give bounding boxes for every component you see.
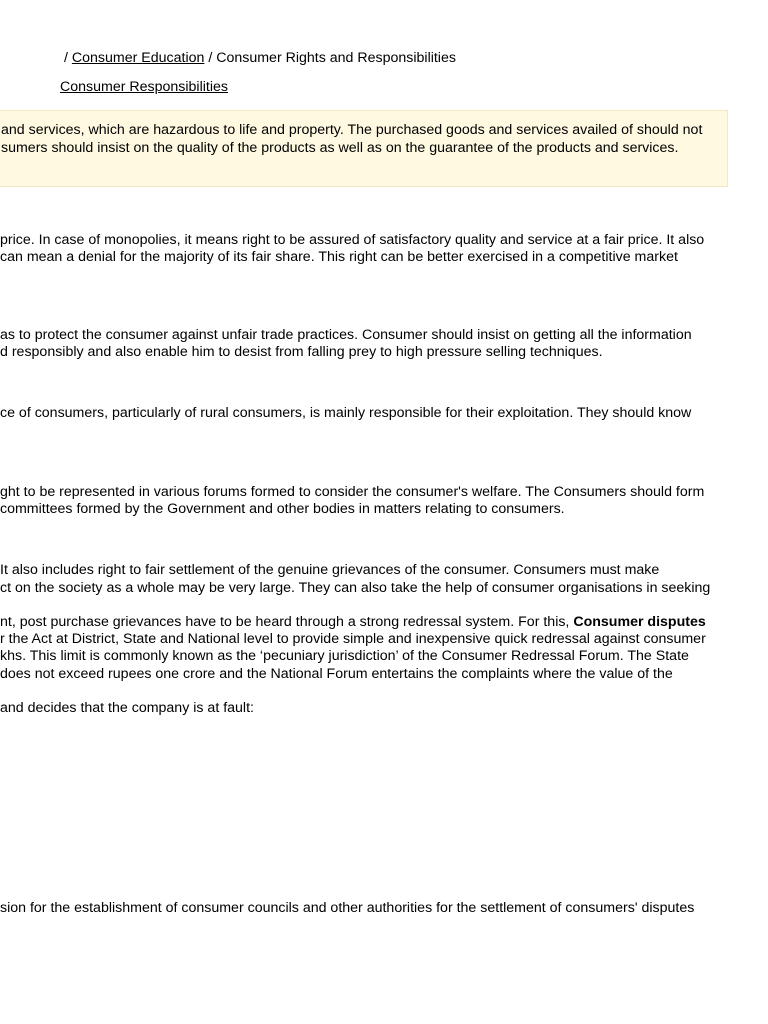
- paragraph-forums-line: khs. This limit is commonly known as the ‘pecuniary jurisdiction’ of the Consumer Redressal Forum. The State: [0, 648, 689, 664]
- paragraph-choose-line: can mean a denial for the majority of its fair share. This right can be better exercised in a competitive market: [0, 249, 678, 265]
- consumer-responsibilities-link[interactable]: Consumer Responsibilities: [60, 79, 228, 95]
- paragraph-forums-line: does not exceed rupees one crore and the National Forum entertains the complaints where the value of the: [0, 666, 673, 682]
- paragraph-heard-line: ght to be represented in various forums formed to consider the consumer's welfare. The Consumers should form: [0, 484, 705, 500]
- breadcrumb-current: Consumer Rights and Responsibilities: [216, 50, 456, 66]
- paragraph-redressal-line: It also includes right to fair settlement of the genuine grievances of the consumer. Consumers must make: [0, 562, 660, 578]
- paragraph-forums-line: r the Act at District, State and National level to provide simple and inexpensive quick redressal against consumer: [0, 631, 706, 647]
- paragraph-councils-line: sion for the establishment of consumer councils and other authorities for the settlement of consumers' disputes: [0, 900, 695, 916]
- callout-text-line: and services, which are hazardous to life and property. The purchased goods and services availed of should not: [1, 122, 703, 138]
- paragraph-heard-line: committees formed by the Government and other bodies in matters relating to consumers.: [0, 501, 565, 517]
- subnav: [60, 79, 228, 96]
- breadcrumb-link-consumer-education[interactable]: Consumer Education: [71, 50, 205, 66]
- callout-text-line: sumers should insist on the quality of the products as well as on the guarantee of the products and services.: [1, 140, 679, 156]
- paragraph-information-line: as to protect the consumer against unfair trade practices. Consumer should insist on getting all the information: [0, 327, 692, 343]
- safety-callout-box: [0, 110, 728, 187]
- breadcrumb: [64, 50, 456, 67]
- paragraph-decides-line: and decides that the company is at fault:: [0, 700, 254, 716]
- paragraph-information-line: d responsibly and also enable him to desist from falling prey to high pressure selling techniques.: [0, 344, 603, 360]
- paragraph-redressal-line: ct on the society as a whole may be very large. They can also take the help of consumer organisations in seeking: [0, 580, 711, 596]
- breadcrumb-separator: /: [64, 50, 72, 66]
- paragraph-choose-line: price. In case of monopolies, it means right to be assured of satisfactory quality and service at a fair price. It also: [0, 232, 705, 248]
- breadcrumb-separator: /: [204, 50, 217, 66]
- paragraph-forums-line: [0, 614, 706, 631]
- paragraph-education-line: ce of consumers, particularly of rural consumers, is mainly responsible for their exploitation. They should know: [0, 405, 692, 421]
- forums-line-text: nt, post purchase grievances have to be heard through a strong redressal system. For this,: [0, 614, 574, 630]
- consumer-disputes-bold-text: Consumer disputes: [573, 614, 706, 630]
